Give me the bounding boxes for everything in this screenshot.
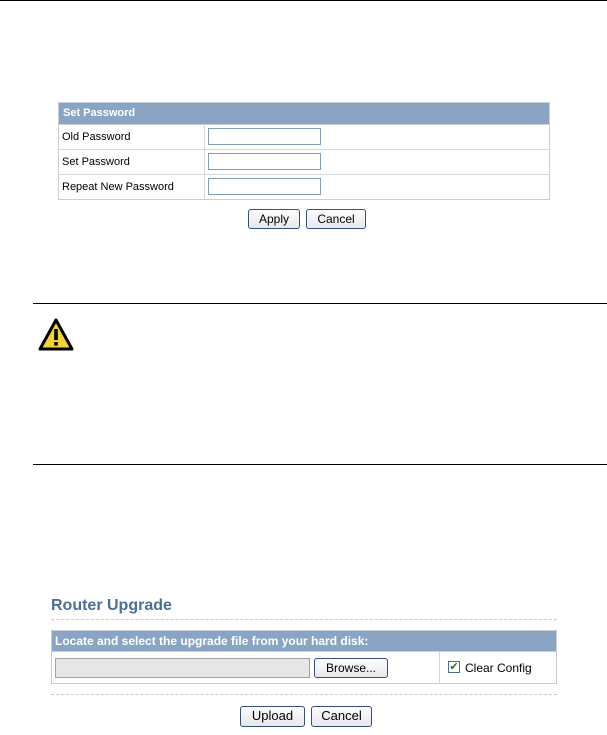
clear-config-checkbox[interactable] [448,661,460,673]
set-password-input[interactable] [208,153,321,170]
checkmark-icon: ✔ [449,661,459,673]
set-password-row [59,150,549,175]
section-rule-top [33,303,607,304]
browse-button[interactable]: Browse... [314,658,388,678]
set-password-table [58,102,550,200]
upgrade-body [52,652,556,684]
top-rule [0,0,607,1]
cancel-upgrade-button[interactable]: Cancel [311,706,372,727]
upload-button[interactable]: Upload [240,706,305,727]
cancel-button[interactable]: Cancel [306,209,366,229]
cell-divider [439,652,440,684]
old-password-label: Old Password [59,125,205,149]
dashed-divider-bottom [51,694,557,695]
repeat-password-label: Repeat New Password [59,175,205,199]
repeat-password-input[interactable] [208,178,321,195]
old-password-row [59,125,549,150]
file-path-field[interactable] [55,658,310,678]
old-password-input[interactable] [208,128,321,145]
warning-icon [38,318,74,352]
upgrade-table [51,630,557,684]
section-rule-bottom [33,464,607,465]
router-upgrade-title: Router Upgrade [51,597,172,614]
dashed-divider [51,619,557,620]
clear-config-label: Clear Config [465,661,532,675]
set-password-label: Set Password [59,150,205,174]
upgrade-header: Locate and select the upgrade file from your hard disk: [52,631,556,652]
repeat-password-row [59,175,549,199]
set-password-header: Set Password [59,103,549,125]
apply-button[interactable]: Apply [248,209,300,229]
